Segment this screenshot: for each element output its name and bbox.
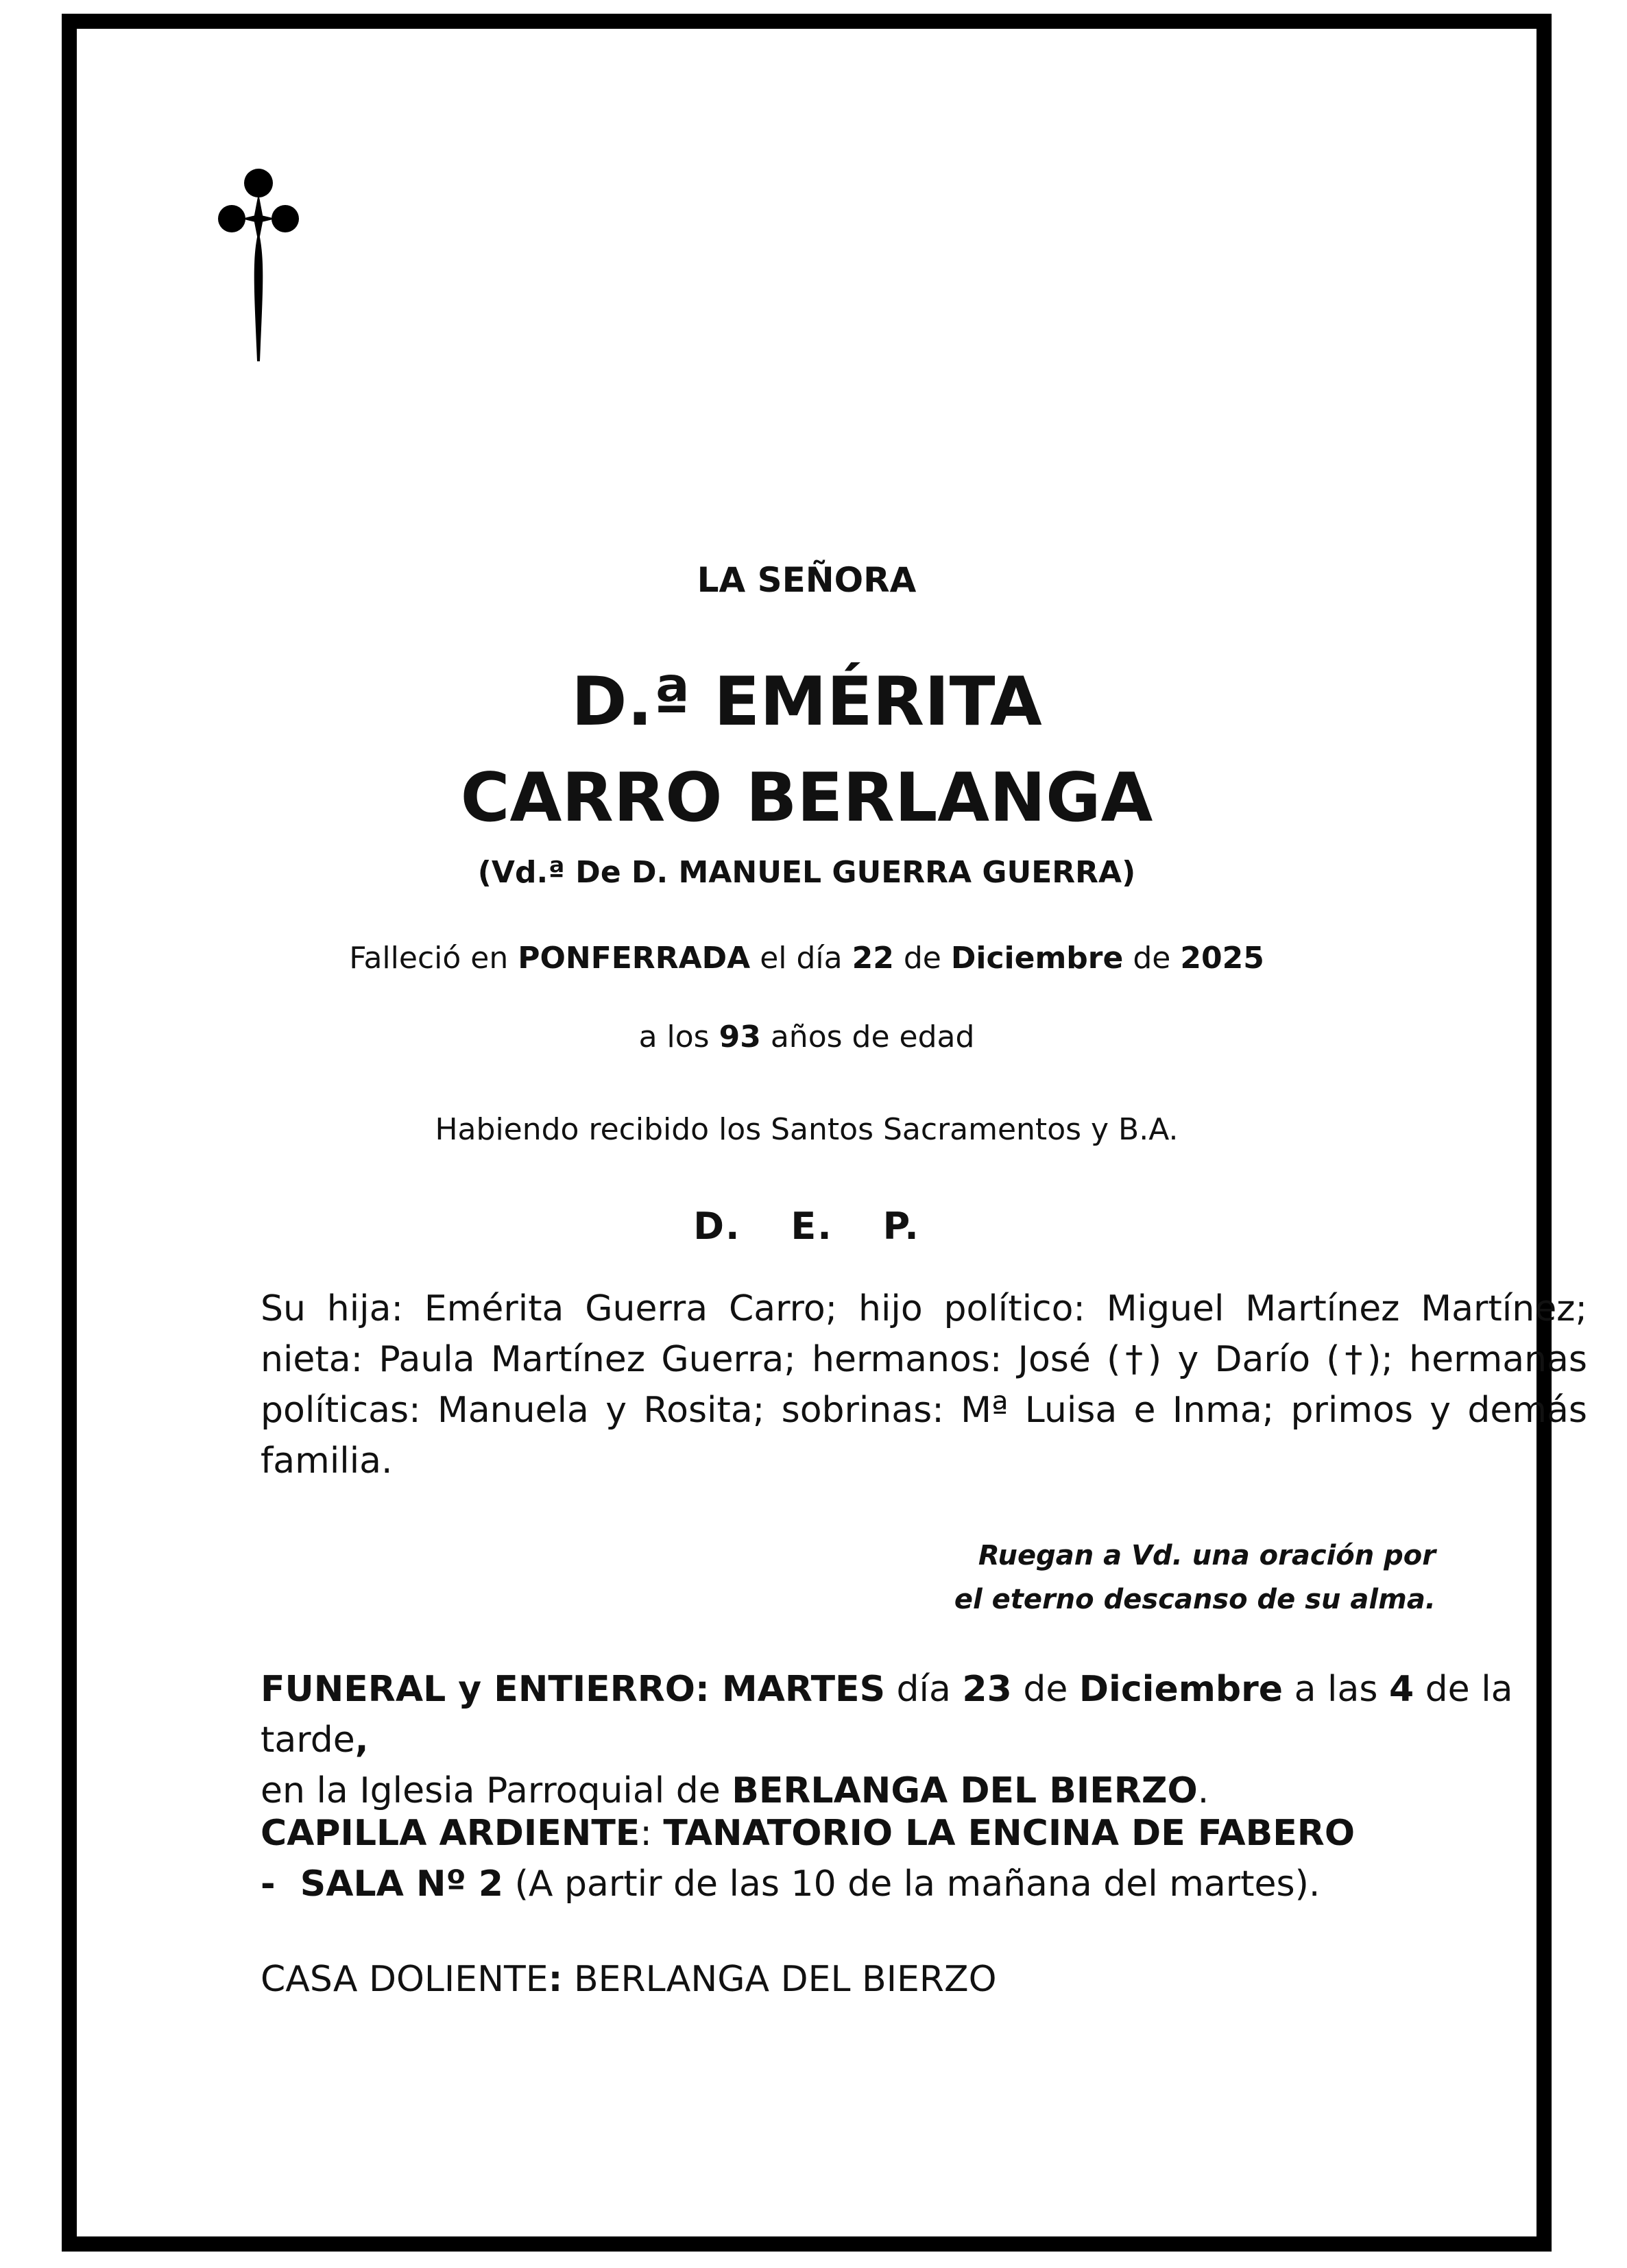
death-of2: de [1133,941,1171,976]
funeral-hour: 4 [1388,1669,1414,1710]
funeral-t1: día [896,1669,951,1710]
capilla-note: (A partir de las 10 de la mañana del martes). [514,1863,1321,1905]
deceased-name-line2: CARRO BERLANGA [460,759,1153,837]
funeral-period: . [1197,1770,1209,1811]
capilla-colon: : [640,1813,652,1854]
casa-label: CASA DOLIENTE [261,1959,549,2000]
family-paragraph: Su hija: Emérita Guerra Carro; hijo político: Miguel Martínez Martínez; nieta: Paula Martínez Guerra; hermanos: José (†) y Darío (†); hermanas políticas: Manuela y Rosita; sobrinas: Mª Luisa e Inma; primos y demás familia. [261,1288,1587,1482]
capilla-place: TANATORIO LA ENCINA DE FABERO [663,1813,1355,1854]
header-title: LA SEÑORA [697,560,917,600]
death-year: 2025 [1180,941,1264,976]
sacraments-line: Habiendo recibido los Santos Sacramentos y B.A. [435,1112,1179,1147]
widow-of: (Vd.ª De D. MANUEL GUERRA GUERRA) [477,855,1136,890]
funeral-month: Diciembre [1078,1669,1283,1710]
dep-line: D. E. P. [693,1205,920,1248]
prayer-note [954,1534,1436,1621]
casa-info [261,1954,1587,2005]
prayer-line2: el eterno descanso de su alma. [954,1584,1436,1615]
casa-place: BERLANGA DEL BIERZO [573,1959,997,2000]
obituary-page [62,14,1587,2252]
death-of1: de [903,941,941,976]
deceased-name-line1: D.ª EMÉRITA [571,663,1042,741]
funeral-info [261,1664,1587,1816]
death-day-prefix: el día [760,941,843,976]
capilla-info [261,1808,1587,1909]
age-prefix: a los [638,1020,710,1054]
funeral-church-place: BERLANGA DEL BIERZO [732,1770,1198,1811]
capilla-room: - SALA Nº 2 [261,1863,504,1905]
age-info [77,1020,1536,1054]
death-month: Diciembre [950,941,1124,976]
funeral-label: FUNERAL y ENTIERRO: MARTES [261,1669,886,1710]
funeral-t3: a las [1294,1669,1378,1710]
age-value: 93 [719,1020,761,1054]
funeral-day: 23 [962,1669,1012,1710]
prayer-line1: Ruegan a Vd. una oración por [978,1540,1436,1571]
death-place: PONFERRADA [518,941,751,976]
funeral-t2: de [1023,1669,1068,1710]
santiago-cross-icon [207,156,310,361]
funeral-t5: en la Iglesia Parroquial de [261,1770,721,1811]
age-suffix: años de edad [770,1020,975,1054]
death-prefix: Falleció en [349,941,509,976]
death-info [77,941,1536,976]
casa-colon: : [548,1959,563,2000]
death-day: 22 [852,941,894,976]
capilla-label: CAPILLA ARDIENTE [261,1813,640,1854]
funeral-comma: , [354,1720,369,1761]
funeral-t4: de la tarde [261,1669,1513,1761]
